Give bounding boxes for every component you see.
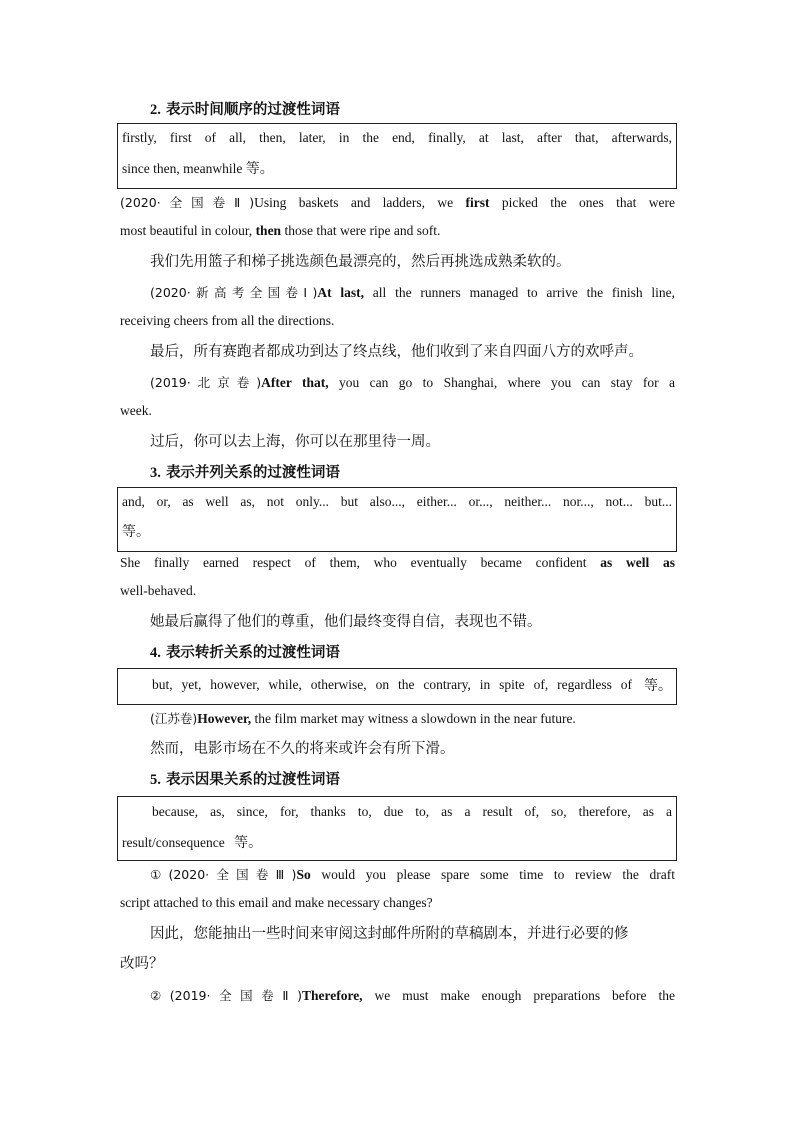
section-5-word-box — [117, 796, 677, 861]
example-line: She finally earned respect of them, who eventually became confident as well as — [120, 555, 676, 570]
box-line: firstly, first of all, then, later, in the end, finally, at last, after that, afterwards, — [122, 130, 672, 145]
translation-line: 因此，您能抽出一些时间来审阅这封邮件所附的草稿剧本，并进行必要的修 — [150, 926, 629, 942]
example-line: most beautiful in colour, then those that were ripe and soft. — [120, 223, 441, 238]
section-4-heading: 4. 表示转折关系的过渡性词语 — [150, 645, 340, 661]
section-2-word-box — [117, 123, 677, 189]
heading-text: 表示时间顺序的过渡性词语 — [165, 102, 340, 118]
box-line: because, as, since, for, thanks to, due to, as a result of, so, therefore, as a — [152, 804, 672, 819]
translation-line: 然而，电影市场在不久的将来或许会有所下滑。 — [150, 741, 455, 757]
section-2-heading — [150, 98, 340, 119]
section-4-word-box — [117, 668, 677, 705]
box-line: result/consequence 等。 — [122, 835, 263, 851]
example-line: ②(2019·全国卷Ⅱ)Therefore, we must make enough preparations before the — [150, 988, 675, 1003]
translation-line: 她最后赢得了他们的尊重，他们最终变得自信，表现也不错。 — [150, 614, 542, 630]
example-line: receiving cheers from all the directions. — [120, 313, 335, 328]
translation-line: 最后，所有赛跑者都成功到达了终点线，他们收到了来自四面八方的欢呼声。 — [150, 344, 643, 360]
box-line: and, or, as well as, not only... but also..., either... or..., neither... nor..., not... but... — [122, 494, 672, 509]
box-line: 等。 — [122, 524, 150, 540]
translation-line: 过后，你可以去上海，你可以在那里待一周。 — [150, 434, 440, 450]
example-line: (江苏卷)However, the film market may witness a slowdown in the near future. — [150, 711, 576, 726]
example-line: (2019·北京卷)After that, you can go to Shanghai, where you can stay for a — [150, 375, 675, 390]
section-3-word-box — [117, 487, 677, 552]
box-line: but, yet, however, while, otherwise, on the contrary, in spite of, regardless of — [152, 677, 632, 692]
example-line: week. — [120, 403, 152, 418]
box-line: since then, meanwhile 等。 — [122, 161, 274, 177]
section-5-heading: 5. 表示因果关系的过渡性词语 — [150, 772, 340, 788]
heading-number: 2. — [150, 102, 161, 118]
translation-line: 改吗？ — [120, 956, 164, 972]
translation-line: 我们先用篮子和梯子挑选颜色最漂亮的，然后再挑选成熟柔软的。 — [150, 254, 571, 270]
example-line: ①(2020·全国卷Ⅲ)So would you please spare some time to review the draft — [150, 867, 675, 882]
section-3-heading: 3. 表示并列关系的过渡性词语 — [150, 465, 340, 481]
example-line: (2020·全国卷Ⅱ)Using baskets and ladders, we first picked the ones that were — [120, 195, 675, 210]
example-line: script attached to this email and make necessary changes? — [120, 895, 433, 910]
box-tail: 等。 — [644, 678, 672, 694]
example-line: (2020·新高考全国卷Ⅰ)At last, all the runners managed to arrive the finish line, — [150, 285, 675, 300]
example-line: well-behaved. — [120, 583, 197, 598]
